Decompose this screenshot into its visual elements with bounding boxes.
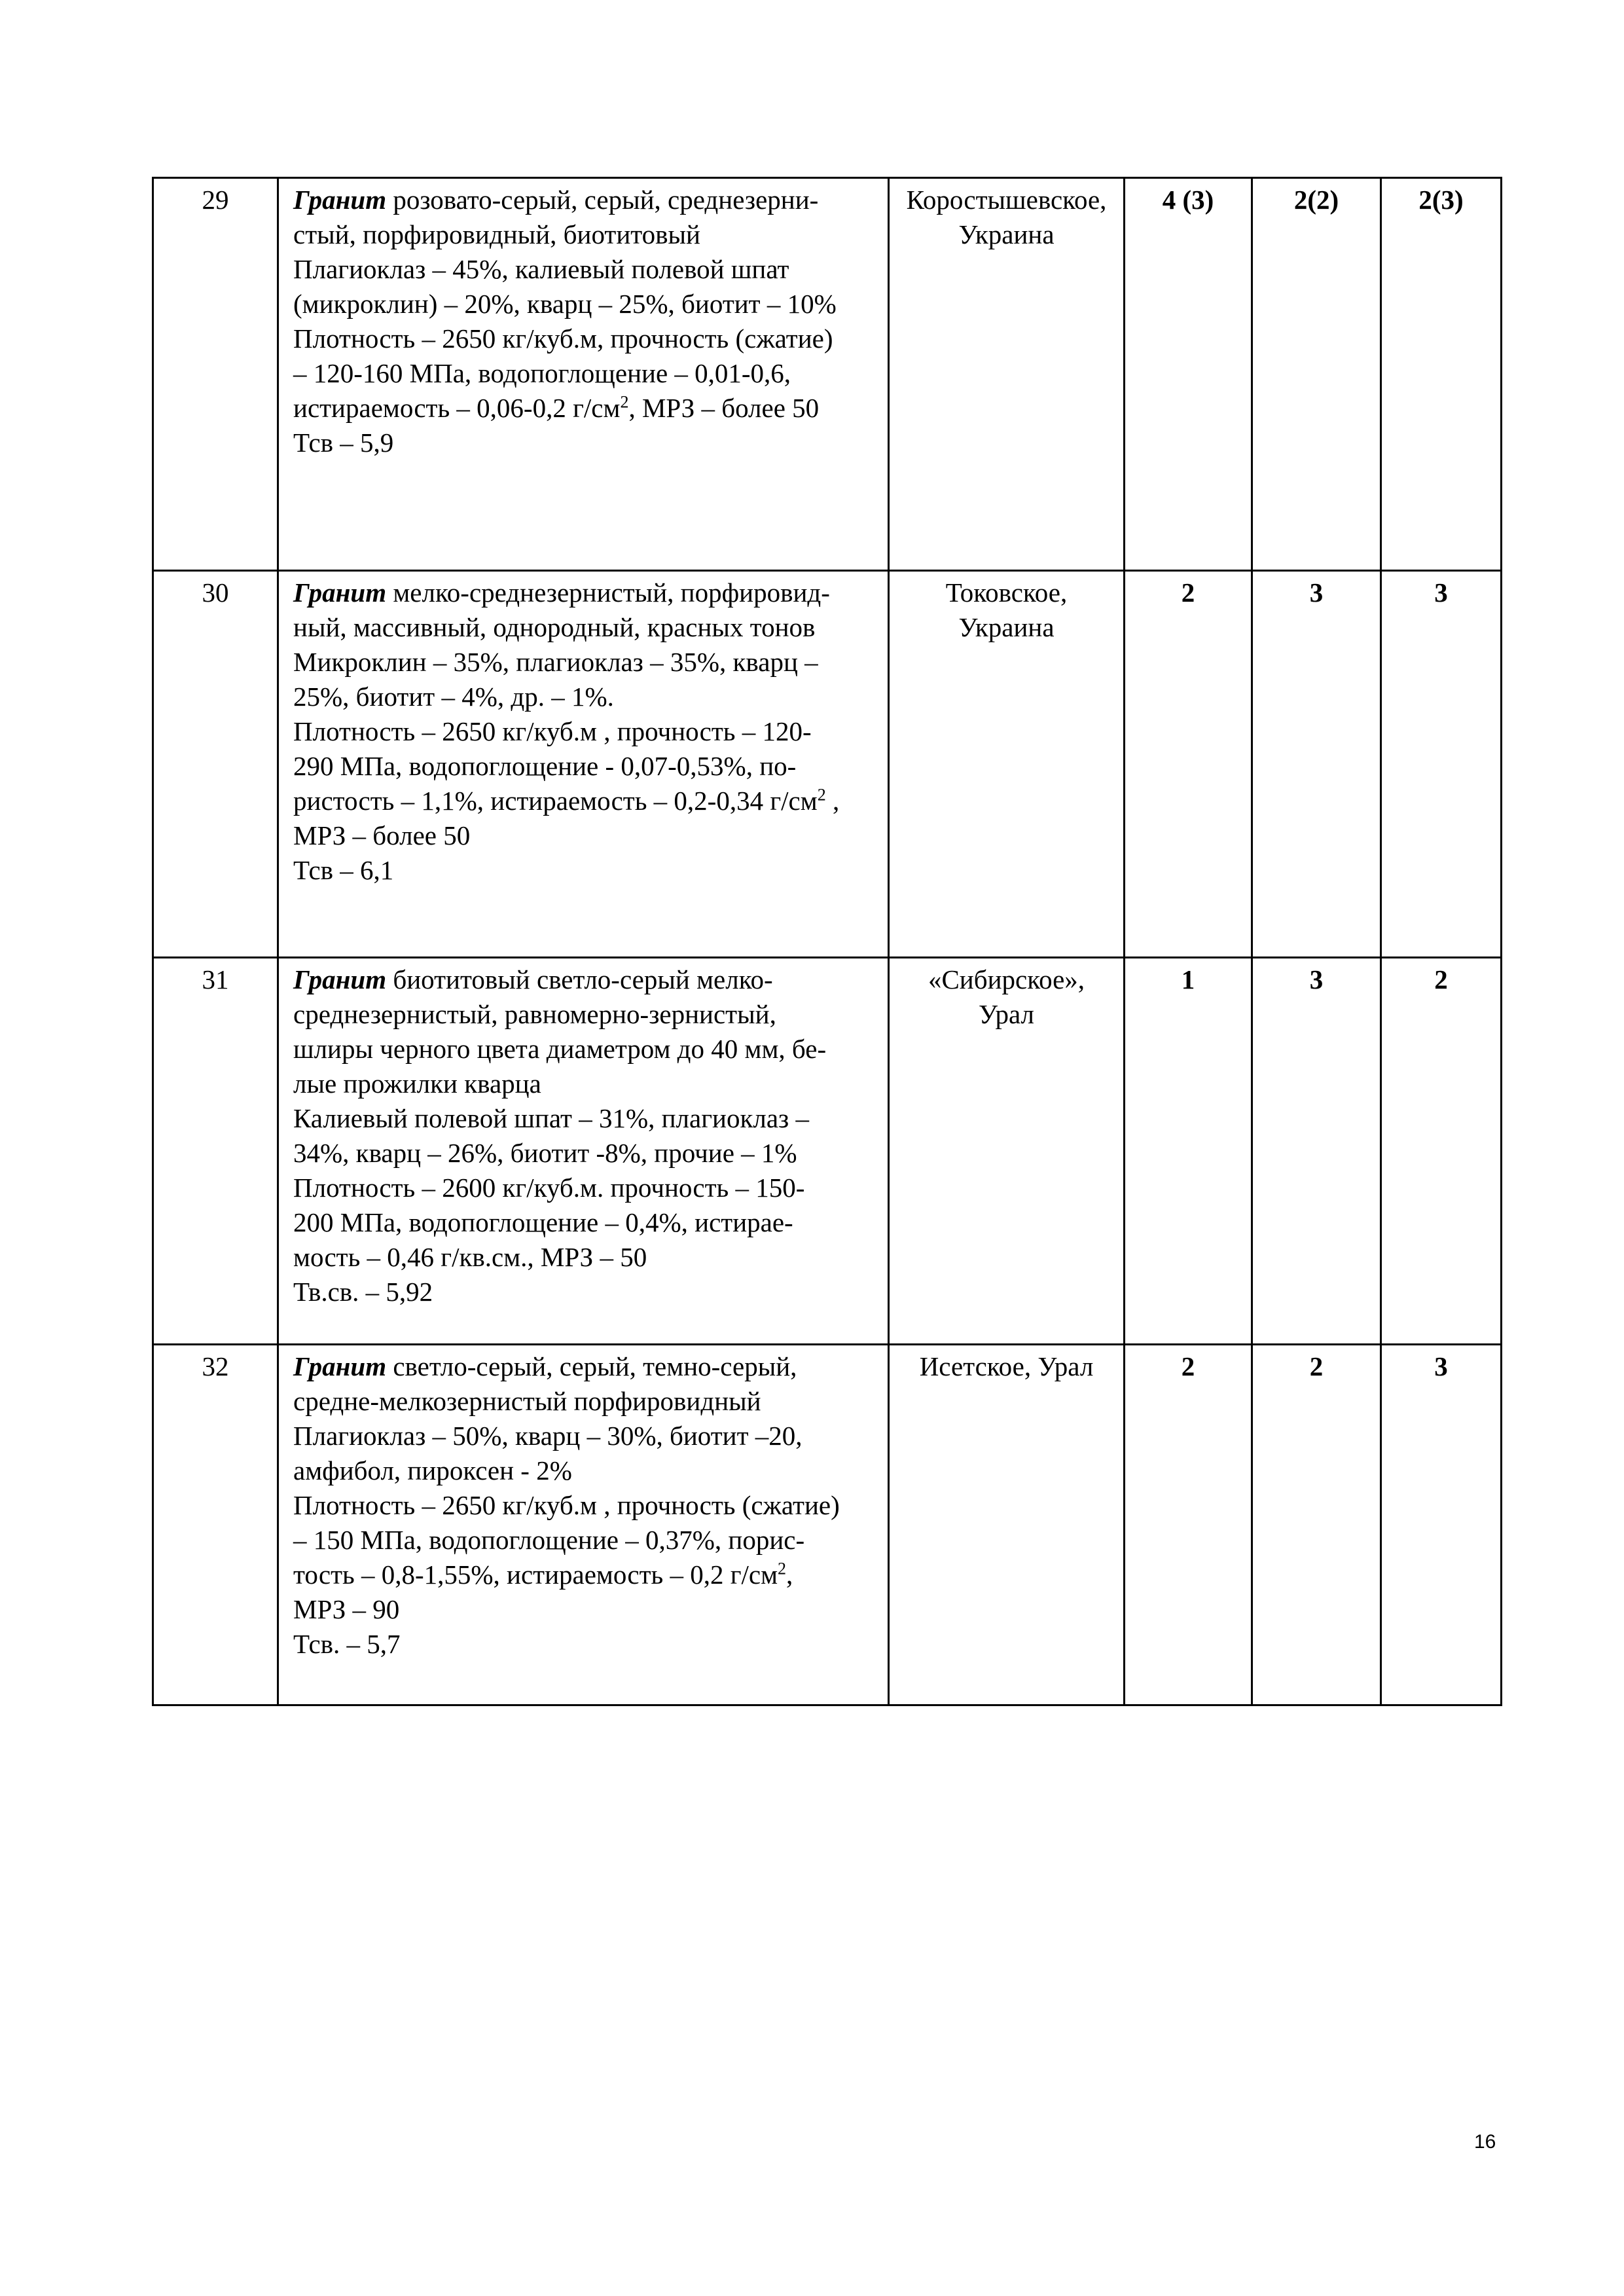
row-number: 32: [153, 1345, 278, 1705]
row-number: 29: [153, 178, 278, 571]
rating-3: 3: [1381, 571, 1502, 958]
stone-title: Гранит: [293, 964, 387, 994]
table-row: [153, 178, 1502, 571]
stone-description: Гранит мелко-среднезернистый, порфировид- ный, массивный, однородный, красных тонов Микроклин – 35%, плагиоклаз – 35%, кварц – 25%, биотит – 4%, др. – 1%. Плотность – 2650 кг/куб.м , прочность – 120- 290 МПа, водопоглощение - 0,07-0,53%, по- ристость – 1,1%, истираемость – 0,2-0,34 $г/см^2$ , МРЗ – более 50 Тсв – 6,1: [278, 571, 889, 958]
granite-spec-table: [152, 177, 1502, 1706]
deposit-location: Коростышевское, Украина: [889, 178, 1125, 571]
row-number: 31: [153, 958, 278, 1345]
deposit-location: «Сибирское», Урал: [889, 958, 1125, 1345]
stone-title: Гранит: [293, 577, 387, 608]
deposit-location: Токовское, Украина: [889, 571, 1125, 958]
table-row: [153, 958, 1502, 1345]
rating-2: 2(2): [1252, 178, 1381, 571]
stone-description: Гранит биотитовый светло-серый мелко- среднезернистый, равномерно-зернистый, шлиры черного цвета диаметром до 40 мм, бе- лые прожилки кварца Калиевый полевой шпат – 31%, плагиоклаз – 34%, кварц – 26%, биотит -8%, прочие – 1% Плотность – 2600 кг/куб.м. прочность – 150- 200 МПа, водопоглощение – 0,4%, истирае- мость – 0,46 г/кв.см., МРЗ – 50 Тв.св. – 5,92: [278, 958, 889, 1345]
deposit-location: Исетское, Урал: [889, 1345, 1125, 1705]
stone-description: Гранит розовато-серый, серый, среднезерни- стый, порфировидный, биотитовый Плагиоклаз – 45%, калиевый полевой шпат (микроклин) – 20%, кварц – 25%, биотит – 10% Плотность – 2650 кг/куб.м, прочность (сжатие) – 120-160 МПа, водопоглощение – 0,01-0,6, истираемость – 0,06-0,2 $г/см^2$, МРЗ – более 50 Тсв – 5,9: [278, 178, 889, 571]
rating-1: 4 (3): [1125, 178, 1252, 571]
rating-3: 3: [1381, 1345, 1502, 1705]
rating-1: 1: [1125, 958, 1252, 1345]
rating-2: 3: [1252, 571, 1381, 958]
page-number: 16: [1474, 2131, 1496, 2153]
row-number: 30: [153, 571, 278, 958]
stone-title: Гранит: [293, 185, 387, 215]
stone-title: Гранит: [293, 1351, 387, 1381]
table-row: [153, 571, 1502, 958]
rating-3: 2(3): [1381, 178, 1502, 571]
rating-2: 2: [1252, 1345, 1381, 1705]
stone-description: Гранит светло-серый, серый, темно-серый, средне-мелкозернистый порфировидный Плагиоклаз – 50%, кварц – 30%, биотит –20, амфибол, пироксен - 2% Плотность – 2650 кг/куб.м , прочность (сжатие) – 150 МПа, водопоглощение – 0,37%, порис- тость – 0,8-1,55%, истираемость – 0,2 $г/см^2$, МРЗ – 90 Тсв. – 5,7: [278, 1345, 889, 1705]
table-row: [153, 1345, 1502, 1705]
rating-2: 3: [1252, 958, 1381, 1345]
rating-3: 2: [1381, 958, 1502, 1345]
rating-1: 2: [1125, 571, 1252, 958]
rating-1: 2: [1125, 1345, 1252, 1705]
